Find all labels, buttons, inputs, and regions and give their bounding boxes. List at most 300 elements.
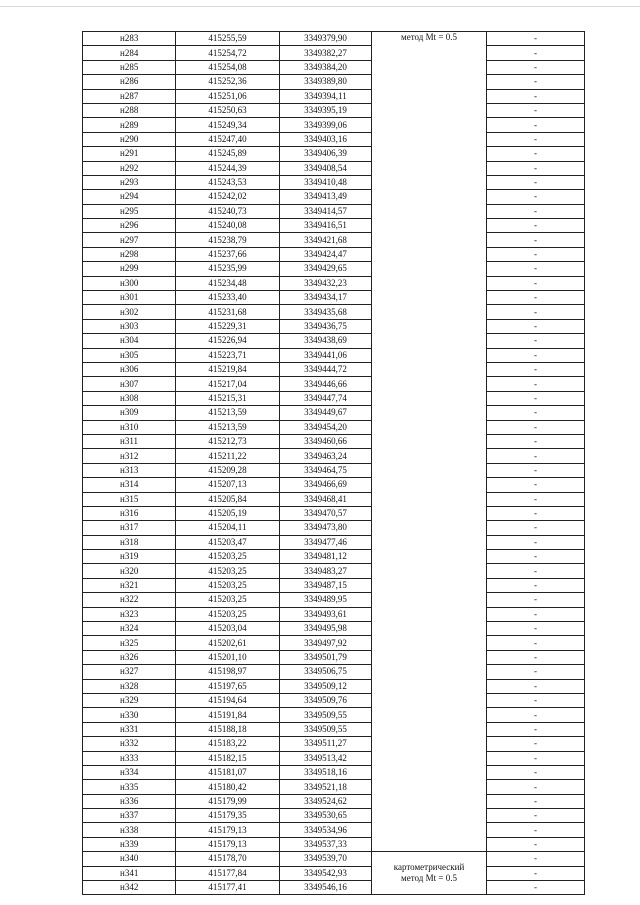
- table-row: [83, 593, 585, 607]
- x-coordinate-cell: 415251,06: [176, 89, 280, 103]
- table-row: [83, 161, 585, 175]
- point-id-cell: н323: [83, 607, 176, 621]
- x-coordinate-cell: 415191,84: [176, 708, 280, 722]
- x-coordinate-cell: 415231,68: [176, 305, 280, 319]
- y-coordinate-cell: 3349449,67: [280, 406, 372, 420]
- dash-cell: -: [487, 75, 585, 89]
- x-coordinate-cell: 415183,22: [176, 737, 280, 751]
- x-coordinate-cell: 415203,25: [176, 593, 280, 607]
- point-id-cell: н299: [83, 262, 176, 276]
- x-coordinate-cell: 415223,71: [176, 348, 280, 362]
- dash-cell: -: [487, 219, 585, 233]
- point-id-cell: н305: [83, 348, 176, 362]
- x-coordinate-cell: 415215,31: [176, 391, 280, 405]
- point-id-cell: н294: [83, 190, 176, 204]
- x-coordinate-cell: 415243,53: [176, 175, 280, 189]
- point-id-cell: н327: [83, 665, 176, 679]
- table-row: [83, 89, 585, 103]
- point-id-cell: н283: [83, 32, 176, 46]
- dash-cell: -: [487, 665, 585, 679]
- coordinates-table: [82, 31, 585, 895]
- dash-cell: -: [487, 722, 585, 736]
- table-row: [83, 607, 585, 621]
- method-line-1: картометрический: [393, 862, 465, 873]
- x-coordinate-cell: 415219,84: [176, 362, 280, 376]
- point-id-cell: н288: [83, 103, 176, 117]
- dash-cell: -: [487, 305, 585, 319]
- point-id-cell: н297: [83, 233, 176, 247]
- table-row: [83, 478, 585, 492]
- x-coordinate-cell: 415207,13: [176, 478, 280, 492]
- dash-cell: -: [487, 636, 585, 650]
- point-id-cell: н296: [83, 219, 176, 233]
- dash-cell: -: [487, 693, 585, 707]
- dash-cell: -: [487, 204, 585, 218]
- point-id-cell: н319: [83, 550, 176, 564]
- y-coordinate-cell: 3349530,65: [280, 809, 372, 823]
- table-row: [83, 722, 585, 736]
- point-id-cell: н341: [83, 866, 176, 880]
- x-coordinate-cell: 415255,59: [176, 32, 280, 46]
- point-id-cell: н339: [83, 837, 176, 851]
- x-coordinate-cell: 415254,08: [176, 60, 280, 74]
- point-id-cell: н304: [83, 334, 176, 348]
- dash-cell: -: [487, 247, 585, 261]
- table-row: [83, 305, 585, 319]
- table-row: [83, 622, 585, 636]
- y-coordinate-cell: 3349382,27: [280, 46, 372, 60]
- point-id-cell: н292: [83, 161, 176, 175]
- table-row: [83, 679, 585, 693]
- table-row: [83, 506, 585, 520]
- table-row: [83, 132, 585, 146]
- y-coordinate-cell: 3349497,92: [280, 636, 372, 650]
- dash-cell: -: [487, 463, 585, 477]
- dash-cell: -: [487, 492, 585, 506]
- table-row: [83, 32, 585, 46]
- x-coordinate-cell: 415250,63: [176, 103, 280, 117]
- y-coordinate-cell: 3349495,98: [280, 622, 372, 636]
- y-coordinate-cell: 3349506,75: [280, 665, 372, 679]
- point-id-cell: н300: [83, 276, 176, 290]
- y-coordinate-cell: 3349384,20: [280, 60, 372, 74]
- x-coordinate-cell: 415240,73: [176, 204, 280, 218]
- y-coordinate-cell: 3349414,57: [280, 204, 372, 218]
- dash-cell: -: [487, 262, 585, 276]
- x-coordinate-cell: 415237,66: [176, 247, 280, 261]
- dash-cell: -: [487, 434, 585, 448]
- y-coordinate-cell: 3349447,74: [280, 391, 372, 405]
- y-coordinate-cell: 3349406,39: [280, 147, 372, 161]
- table-row: [83, 809, 585, 823]
- x-coordinate-cell: 415203,25: [176, 578, 280, 592]
- table-row: [83, 362, 585, 376]
- table-row: [83, 881, 585, 895]
- y-coordinate-cell: 3349463,24: [280, 449, 372, 463]
- y-coordinate-cell: 3349421,68: [280, 233, 372, 247]
- y-coordinate-cell: 3349493,61: [280, 607, 372, 621]
- dash-cell: -: [487, 679, 585, 693]
- x-coordinate-cell: 415233,40: [176, 291, 280, 305]
- y-coordinate-cell: 3349468,41: [280, 492, 372, 506]
- method-cell-cartometric: [372, 852, 487, 895]
- y-coordinate-cell: 3349438,69: [280, 334, 372, 348]
- y-coordinate-cell: 3349441,06: [280, 348, 372, 362]
- x-coordinate-cell: 415204,11: [176, 521, 280, 535]
- point-id-cell: н324: [83, 622, 176, 636]
- dash-cell: -: [487, 391, 585, 405]
- table-row: [83, 449, 585, 463]
- point-id-cell: н317: [83, 521, 176, 535]
- y-coordinate-cell: 3349521,18: [280, 780, 372, 794]
- dash-cell: -: [487, 319, 585, 333]
- table-row: [83, 780, 585, 794]
- point-id-cell: н284: [83, 46, 176, 60]
- table-row: [83, 147, 585, 161]
- dash-cell: -: [487, 794, 585, 808]
- x-coordinate-cell: 415209,28: [176, 463, 280, 477]
- y-coordinate-cell: 3349395,19: [280, 103, 372, 117]
- point-id-cell: н289: [83, 118, 176, 132]
- x-coordinate-cell: 415188,18: [176, 722, 280, 736]
- y-coordinate-cell: 3349446,66: [280, 377, 372, 391]
- point-id-cell: н290: [83, 132, 176, 146]
- point-id-cell: н306: [83, 362, 176, 376]
- table-row: [83, 463, 585, 477]
- y-coordinate-cell: 3349487,15: [280, 578, 372, 592]
- table-row: [83, 348, 585, 362]
- point-id-cell: н326: [83, 650, 176, 664]
- y-coordinate-cell: 3349444,72: [280, 362, 372, 376]
- x-coordinate-cell: 415203,25: [176, 607, 280, 621]
- y-coordinate-cell: 3349483,27: [280, 564, 372, 578]
- point-id-cell: н286: [83, 75, 176, 89]
- table-row: [83, 434, 585, 448]
- y-coordinate-cell: 3349509,55: [280, 708, 372, 722]
- y-coordinate-cell: 3349466,69: [280, 478, 372, 492]
- table-row: [83, 665, 585, 679]
- y-coordinate-cell: 3349394,11: [280, 89, 372, 103]
- table-row: [83, 823, 585, 837]
- table-row: [83, 262, 585, 276]
- y-coordinate-cell: 3349410,48: [280, 175, 372, 189]
- table-row: [83, 550, 585, 564]
- table-row: [83, 118, 585, 132]
- dash-cell: -: [487, 780, 585, 794]
- point-id-cell: н287: [83, 89, 176, 103]
- point-id-cell: н307: [83, 377, 176, 391]
- dash-cell: -: [487, 32, 585, 46]
- point-id-cell: н329: [83, 693, 176, 707]
- y-coordinate-cell: 3349416,51: [280, 219, 372, 233]
- dash-cell: -: [487, 751, 585, 765]
- y-coordinate-cell: 3349537,33: [280, 837, 372, 851]
- x-coordinate-cell: 415179,13: [176, 823, 280, 837]
- x-coordinate-cell: 415213,59: [176, 406, 280, 420]
- table-row: [83, 420, 585, 434]
- table-row: [83, 175, 585, 189]
- x-coordinate-cell: 415203,04: [176, 622, 280, 636]
- x-coordinate-cell: 415179,35: [176, 809, 280, 823]
- y-coordinate-cell: 3349534,96: [280, 823, 372, 837]
- dash-cell: -: [487, 535, 585, 549]
- x-coordinate-cell: 415205,19: [176, 506, 280, 520]
- x-coordinate-cell: 415235,99: [176, 262, 280, 276]
- x-coordinate-cell: 415211,22: [176, 449, 280, 463]
- y-coordinate-cell: 3349413,49: [280, 190, 372, 204]
- table-row: [83, 578, 585, 592]
- table-row: [83, 521, 585, 535]
- y-coordinate-cell: 3349470,57: [280, 506, 372, 520]
- x-coordinate-cell: 415242,02: [176, 190, 280, 204]
- table-row: [83, 46, 585, 60]
- y-coordinate-cell: 3349511,27: [280, 737, 372, 751]
- point-id-cell: н330: [83, 708, 176, 722]
- x-coordinate-cell: 415203,25: [176, 564, 280, 578]
- table-row: [83, 204, 585, 218]
- table-row: [83, 535, 585, 549]
- point-id-cell: н333: [83, 751, 176, 765]
- dash-cell: -: [487, 348, 585, 362]
- x-coordinate-cell: 415234,48: [176, 276, 280, 290]
- point-id-cell: н340: [83, 852, 176, 866]
- dash-cell: -: [487, 852, 585, 866]
- x-coordinate-cell: 415217,04: [176, 377, 280, 391]
- dash-cell: -: [487, 607, 585, 621]
- x-coordinate-cell: 415244,39: [176, 161, 280, 175]
- y-coordinate-cell: 3349509,55: [280, 722, 372, 736]
- x-coordinate-cell: 415182,15: [176, 751, 280, 765]
- y-coordinate-cell: 3349489,95: [280, 593, 372, 607]
- x-coordinate-cell: 415252,36: [176, 75, 280, 89]
- dash-cell: -: [487, 622, 585, 636]
- table-row: [83, 765, 585, 779]
- y-coordinate-cell: 3349460,66: [280, 434, 372, 448]
- y-coordinate-cell: 3349429,65: [280, 262, 372, 276]
- table-row: [83, 75, 585, 89]
- y-coordinate-cell: 3349434,17: [280, 291, 372, 305]
- dash-cell: -: [487, 521, 585, 535]
- x-coordinate-cell: 415198,97: [176, 665, 280, 679]
- point-id-cell: н291: [83, 147, 176, 161]
- x-coordinate-cell: 415197,65: [176, 679, 280, 693]
- table-row: [83, 391, 585, 405]
- table-row: [83, 737, 585, 751]
- x-coordinate-cell: 415177,84: [176, 866, 280, 880]
- point-id-cell: н332: [83, 737, 176, 751]
- dash-cell: -: [487, 650, 585, 664]
- table-row: [83, 708, 585, 722]
- dash-cell: -: [487, 60, 585, 74]
- table-row: [83, 233, 585, 247]
- y-coordinate-cell: 3349542,93: [280, 866, 372, 880]
- y-coordinate-cell: 3349432,23: [280, 276, 372, 290]
- point-id-cell: н321: [83, 578, 176, 592]
- x-coordinate-cell: 415179,99: [176, 794, 280, 808]
- table-row: [83, 276, 585, 290]
- table-row: [83, 377, 585, 391]
- dash-cell: -: [487, 89, 585, 103]
- dash-cell: -: [487, 765, 585, 779]
- y-coordinate-cell: 3349424,47: [280, 247, 372, 261]
- y-coordinate-cell: 3349473,80: [280, 521, 372, 535]
- y-coordinate-cell: 3349518,16: [280, 765, 372, 779]
- y-coordinate-cell: 3349435,68: [280, 305, 372, 319]
- y-coordinate-cell: 3349399,06: [280, 118, 372, 132]
- table-row: [83, 219, 585, 233]
- point-id-cell: н313: [83, 463, 176, 477]
- point-id-cell: н302: [83, 305, 176, 319]
- x-coordinate-cell: 415180,42: [176, 780, 280, 794]
- table-row: [83, 492, 585, 506]
- y-coordinate-cell: 3349403,16: [280, 132, 372, 146]
- table-row: [83, 636, 585, 650]
- y-coordinate-cell: 3349513,42: [280, 751, 372, 765]
- x-coordinate-cell: 415247,40: [176, 132, 280, 146]
- point-id-cell: н337: [83, 809, 176, 823]
- coordinates-table-body: [83, 32, 585, 895]
- y-coordinate-cell: 3349539,70: [280, 852, 372, 866]
- dash-cell: -: [487, 276, 585, 290]
- method-line-2: метод Mt = 0.5: [401, 873, 457, 884]
- x-coordinate-cell: 415194,64: [176, 693, 280, 707]
- dash-cell: -: [487, 593, 585, 607]
- dash-cell: -: [487, 737, 585, 751]
- table-row: [83, 319, 585, 333]
- y-coordinate-cell: 3349546,16: [280, 881, 372, 895]
- x-coordinate-cell: 415240,08: [176, 219, 280, 233]
- point-id-cell: н328: [83, 679, 176, 693]
- dash-cell: -: [487, 564, 585, 578]
- dash-cell: -: [487, 823, 585, 837]
- y-coordinate-cell: 3349454,20: [280, 420, 372, 434]
- table-row: [83, 190, 585, 204]
- table-row: [83, 751, 585, 765]
- dash-cell: -: [487, 147, 585, 161]
- point-id-cell: н311: [83, 434, 176, 448]
- x-coordinate-cell: 415254,72: [176, 46, 280, 60]
- point-id-cell: н325: [83, 636, 176, 650]
- x-coordinate-cell: 415249,34: [176, 118, 280, 132]
- point-id-cell: н314: [83, 478, 176, 492]
- point-id-cell: н334: [83, 765, 176, 779]
- dash-cell: -: [487, 881, 585, 895]
- x-coordinate-cell: 415202,61: [176, 636, 280, 650]
- dash-cell: -: [487, 809, 585, 823]
- table-row: [83, 837, 585, 851]
- dash-cell: -: [487, 103, 585, 117]
- dash-cell: -: [487, 377, 585, 391]
- y-coordinate-cell: 3349464,75: [280, 463, 372, 477]
- point-id-cell: н298: [83, 247, 176, 261]
- point-id-cell: н303: [83, 319, 176, 333]
- x-coordinate-cell: 415181,07: [176, 765, 280, 779]
- y-coordinate-cell: 3349379,90: [280, 32, 372, 46]
- table-row: [83, 794, 585, 808]
- point-id-cell: н342: [83, 881, 176, 895]
- table-row: [83, 291, 585, 305]
- table-row: [83, 103, 585, 117]
- table-row: [83, 406, 585, 420]
- dash-cell: -: [487, 420, 585, 434]
- y-coordinate-cell: 3349509,12: [280, 679, 372, 693]
- dash-cell: -: [487, 190, 585, 204]
- point-id-cell: н308: [83, 391, 176, 405]
- point-id-cell: н301: [83, 291, 176, 305]
- y-coordinate-cell: 3349481,12: [280, 550, 372, 564]
- dash-cell: -: [487, 118, 585, 132]
- x-coordinate-cell: 415245,89: [176, 147, 280, 161]
- y-coordinate-cell: 3349509,76: [280, 693, 372, 707]
- table-row: [83, 60, 585, 74]
- x-coordinate-cell: 415213,59: [176, 420, 280, 434]
- dash-cell: -: [487, 175, 585, 189]
- dash-cell: -: [487, 132, 585, 146]
- table-row: [83, 334, 585, 348]
- x-coordinate-cell: 415177,41: [176, 881, 280, 895]
- dash-cell: -: [487, 362, 585, 376]
- dash-cell: -: [487, 837, 585, 851]
- point-id-cell: н293: [83, 175, 176, 189]
- dash-cell: -: [487, 233, 585, 247]
- point-id-cell: н316: [83, 506, 176, 520]
- dash-cell: -: [487, 334, 585, 348]
- x-coordinate-cell: 415201,10: [176, 650, 280, 664]
- x-coordinate-cell: 415205,84: [176, 492, 280, 506]
- dash-cell: -: [487, 406, 585, 420]
- y-coordinate-cell: 3349501,79: [280, 650, 372, 664]
- y-coordinate-cell: 3349436,75: [280, 319, 372, 333]
- dash-cell: -: [487, 866, 585, 880]
- x-coordinate-cell: 415203,25: [176, 550, 280, 564]
- dash-cell: -: [487, 506, 585, 520]
- method-cell: метод Mt = 0.5: [372, 32, 487, 852]
- point-id-cell: н331: [83, 722, 176, 736]
- y-coordinate-cell: 3349477,46: [280, 535, 372, 549]
- dash-cell: -: [487, 161, 585, 175]
- point-id-cell: н335: [83, 780, 176, 794]
- point-id-cell: н315: [83, 492, 176, 506]
- point-id-cell: н322: [83, 593, 176, 607]
- point-id-cell: н310: [83, 420, 176, 434]
- point-id-cell: н336: [83, 794, 176, 808]
- point-id-cell: н312: [83, 449, 176, 463]
- point-id-cell: н295: [83, 204, 176, 218]
- top-scan-line: [0, 6, 640, 7]
- x-coordinate-cell: 415179,13: [176, 837, 280, 851]
- dash-cell: -: [487, 449, 585, 463]
- dash-cell: -: [487, 708, 585, 722]
- x-coordinate-cell: 415229,31: [176, 319, 280, 333]
- point-id-cell: н338: [83, 823, 176, 837]
- table-row: [83, 247, 585, 261]
- y-coordinate-cell: 3349389,80: [280, 75, 372, 89]
- point-id-cell: н318: [83, 535, 176, 549]
- table-row: [83, 564, 585, 578]
- y-coordinate-cell: 3349524,62: [280, 794, 372, 808]
- x-coordinate-cell: 415238,79: [176, 233, 280, 247]
- table-row: [83, 693, 585, 707]
- table-row: [83, 650, 585, 664]
- table-row: [83, 852, 585, 866]
- x-coordinate-cell: 415203,47: [176, 535, 280, 549]
- x-coordinate-cell: 415178,70: [176, 852, 280, 866]
- dash-cell: -: [487, 550, 585, 564]
- y-coordinate-cell: 3349408,54: [280, 161, 372, 175]
- x-coordinate-cell: 415212,73: [176, 434, 280, 448]
- point-id-cell: н320: [83, 564, 176, 578]
- dash-cell: -: [487, 291, 585, 305]
